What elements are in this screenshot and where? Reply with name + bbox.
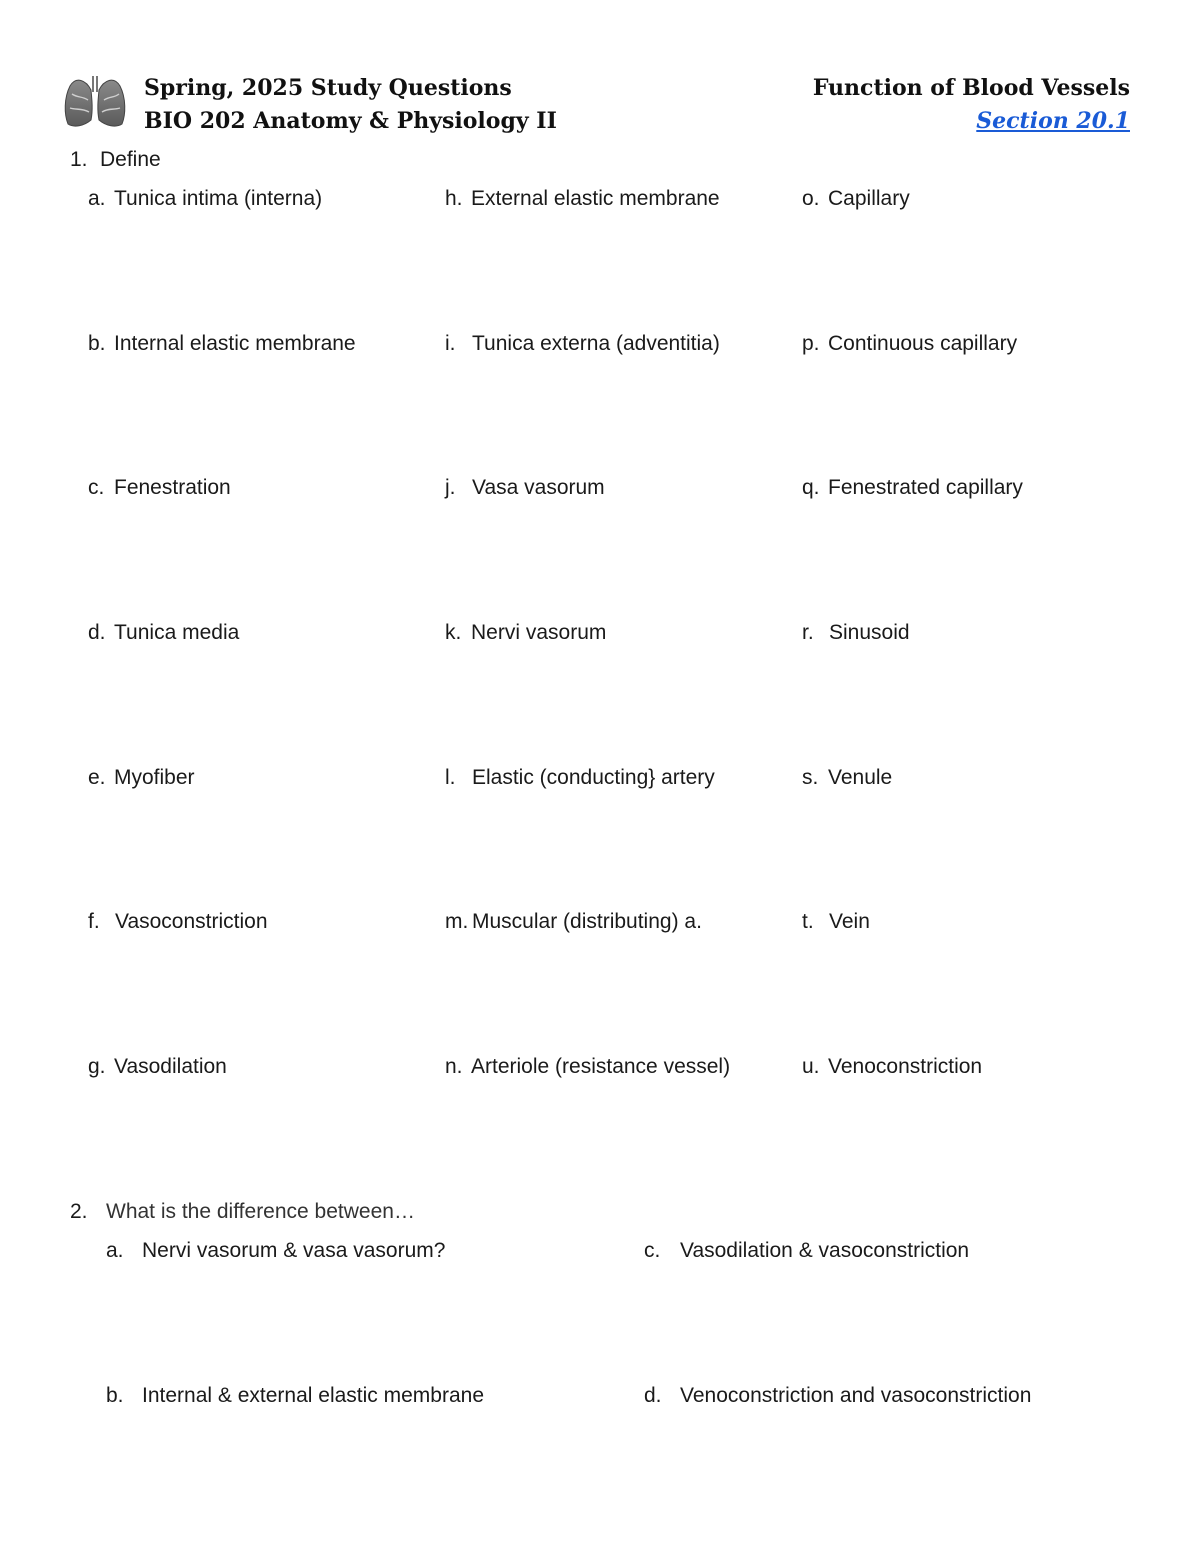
term-text: Fenestrated capillary xyxy=(828,476,1023,500)
define-term-item xyxy=(445,909,802,1054)
term-text: Venule xyxy=(828,765,893,789)
define-term-item xyxy=(88,909,445,1054)
item-letter: c. xyxy=(644,1239,661,1262)
define-term-item xyxy=(802,620,1148,765)
difference-items-grid xyxy=(106,1238,1166,1528)
define-term-item xyxy=(445,475,802,620)
question-1-number: 1. xyxy=(70,148,88,171)
term-text: Elastic (conducting} artery xyxy=(472,765,715,789)
define-term-item xyxy=(445,186,802,331)
term-letter: t. xyxy=(802,910,814,934)
term-letter: k. xyxy=(445,621,462,645)
term-letter: j. xyxy=(445,476,456,500)
define-term-item xyxy=(802,475,1148,620)
item-text: Vasodilation & vasoconstriction xyxy=(680,1239,970,1262)
question-1-prompt xyxy=(70,148,161,172)
define-term-item xyxy=(88,765,445,910)
term-letter: l. xyxy=(445,765,456,789)
term-text: Sinusoid xyxy=(829,621,910,645)
header-topic-title: Function of Blood Vessels xyxy=(812,75,1130,101)
question-1-text: Define xyxy=(100,148,161,171)
item-letter: d. xyxy=(644,1384,662,1407)
define-term-item xyxy=(802,186,1148,331)
define-term-item xyxy=(445,620,802,765)
question-2-number: 2. xyxy=(70,1200,88,1223)
term-text: Internal elastic membrane xyxy=(114,331,356,355)
term-letter: r. xyxy=(802,621,814,645)
item-text: Nervi vasorum & vasa vasorum? xyxy=(142,1239,446,1262)
define-term-item xyxy=(802,1054,1148,1199)
term-text: Fenestration xyxy=(114,476,231,500)
lungs-icon xyxy=(62,70,128,130)
term-letter: q. xyxy=(802,476,820,500)
term-letter: f. xyxy=(88,910,100,934)
define-term-item xyxy=(802,331,1148,476)
define-term-item xyxy=(802,765,1148,910)
term-letter: h. xyxy=(445,187,463,210)
term-text: Tunica intima (interna) xyxy=(114,187,323,210)
difference-item xyxy=(644,1238,1166,1383)
term-letter: p. xyxy=(802,331,820,355)
term-text: Vasa vasorum xyxy=(472,476,605,500)
term-text: Vein xyxy=(829,910,870,934)
define-terms-grid xyxy=(88,186,1148,1199)
term-text: Myofiber xyxy=(114,765,195,789)
question-2-prompt xyxy=(70,1200,415,1224)
item-text: Internal & external elastic membrane xyxy=(142,1384,484,1407)
define-term-item xyxy=(88,475,445,620)
term-letter: m. xyxy=(445,910,469,934)
define-term-item xyxy=(88,186,445,331)
term-letter: e. xyxy=(88,765,106,789)
difference-item xyxy=(644,1383,1166,1528)
difference-item xyxy=(106,1238,644,1383)
term-text: External elastic membrane xyxy=(471,187,720,210)
difference-item xyxy=(106,1383,644,1528)
header-term-title: Spring, 2025 Study Questions xyxy=(144,75,512,101)
term-text: Vasodilation xyxy=(114,1055,227,1079)
term-text: Tunica externa (adventitia) xyxy=(472,331,720,355)
define-term-item xyxy=(88,620,445,765)
section-link[interactable]: Section 20.1 xyxy=(976,108,1130,134)
term-text: Continuous capillary xyxy=(828,331,1018,355)
item-text: Venoconstriction and vasoconstriction xyxy=(680,1384,1032,1407)
term-text: Muscular (distributing) a. xyxy=(472,910,702,934)
term-letter: o. xyxy=(802,187,820,210)
term-letter: i. xyxy=(445,331,456,355)
term-text: Nervi vasorum xyxy=(471,621,607,645)
define-term-item xyxy=(445,331,802,476)
term-text: Tunica media xyxy=(114,621,240,645)
question-2-text: What is the difference between… xyxy=(106,1200,415,1223)
term-text: Capillary xyxy=(828,187,910,210)
item-letter: b. xyxy=(106,1384,124,1407)
header-right xyxy=(813,72,1130,138)
term-letter: d. xyxy=(88,621,106,645)
term-letter: u. xyxy=(802,1055,820,1079)
term-letter: a. xyxy=(88,187,106,210)
define-term-item xyxy=(445,765,802,910)
term-letter: s. xyxy=(802,765,819,789)
header-course-title: BIO 202 Anatomy & Physiology II xyxy=(144,108,557,134)
term-letter: g. xyxy=(88,1055,106,1079)
define-term-item xyxy=(88,331,445,476)
term-text: Vasoconstriction xyxy=(115,910,268,934)
define-term-item xyxy=(88,1054,445,1199)
define-term-item xyxy=(802,909,1148,1054)
item-letter: a. xyxy=(106,1239,124,1262)
header-left xyxy=(144,72,557,138)
term-text: Arteriole (resistance vessel) xyxy=(471,1055,731,1079)
define-term-item xyxy=(445,1054,802,1199)
term-text: Venoconstriction xyxy=(828,1055,983,1079)
term-letter: n. xyxy=(445,1055,463,1079)
term-letter: c. xyxy=(88,476,105,500)
term-letter: b. xyxy=(88,331,106,355)
